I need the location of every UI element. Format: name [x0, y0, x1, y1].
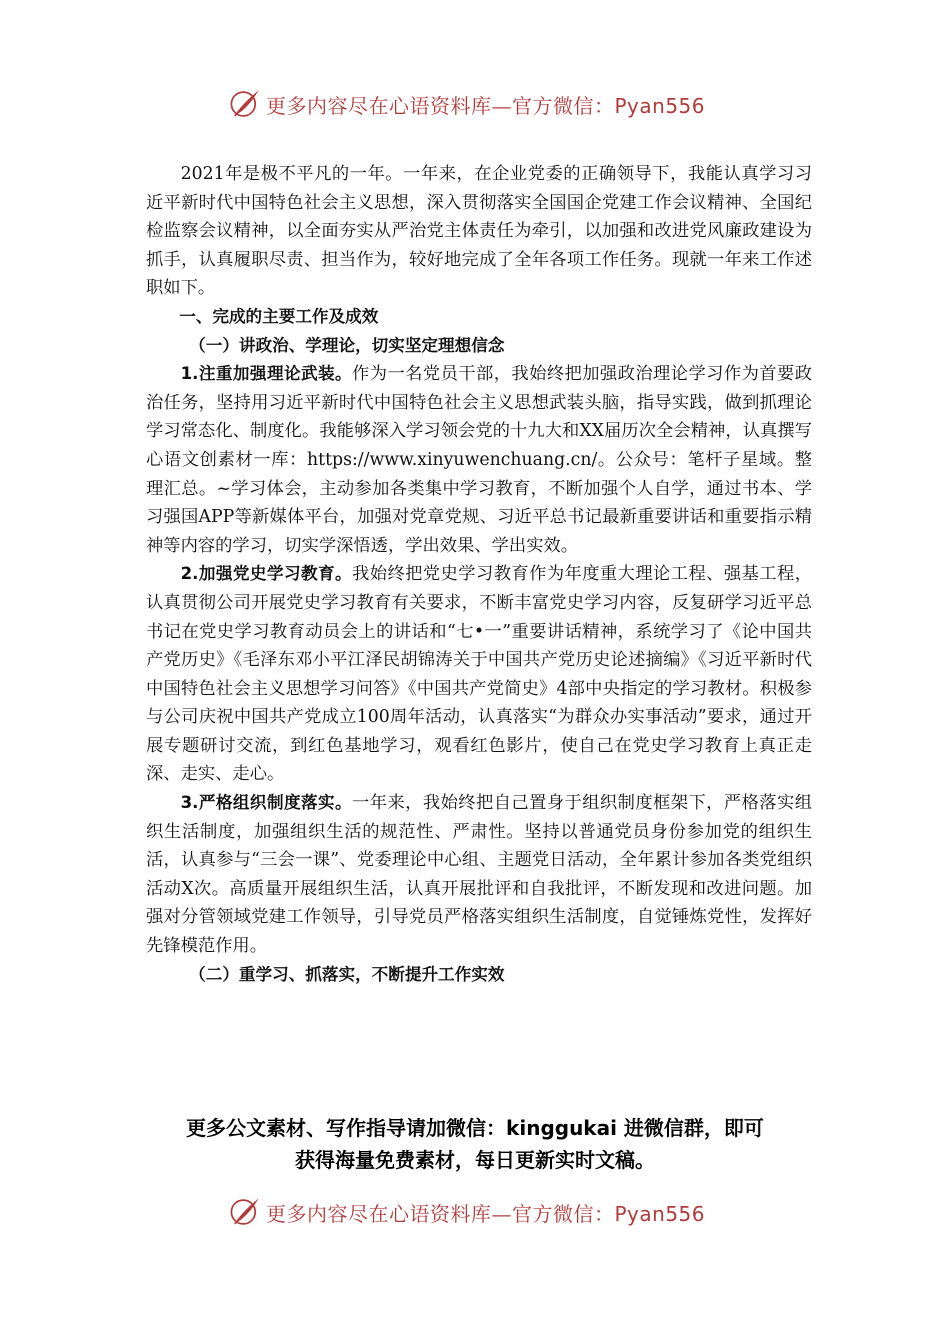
- promo-block: [140, 1112, 810, 1176]
- item-2-paragraph: [146, 560, 812, 789]
- item-3-lead: 3.严格组织制度落实。: [180, 793, 353, 813]
- intro-paragraph: 2021年是极不平凡的一年。一年来，在企业党委的正确领导下，我能认真学习习近平新时代中国特色社会主义思想，深入贯彻落实全国国企党建工作会议精神、全国纪检监察会议精神，以全面夯实从严治党主体责任为牵引，以加强和改进党风廉政建设为抓手，认真履职尽责、担当作为，较好地完成了全年各项工作任务。现就一年来工作述职如下。: [146, 164, 812, 299]
- section-heading-1: 一、完成的主要工作及成效: [179, 306, 379, 326]
- quill-pen-logo-icon: [228, 87, 262, 121]
- quill-pen-logo-icon: [228, 1195, 262, 1229]
- item-3-body: 一年来，我始终把自己置身于组织制度框架下，严格落实组织生活制度，加强组织生活的规范性、严肃性。坚持以普通党员身份参加党的组织生活，认真参与“三会一课”、党委理论中心组、主题党日活动，全年累计参加各类党组织活动X次。高质量开展组织生活，认真开展批评和自我批评，不断发现和改进问题。加强对分管领域党建工作领导，引导党员严格落实组织生活制度，自觉锤炼党性，发挥好先锋模范作用。: [146, 793, 812, 957]
- watermark-text: 更多内容尽在心语资料库—官方微信：: [266, 93, 615, 118]
- item-3-paragraph: [146, 789, 812, 961]
- item-1-body: 作为一名党员干部，我始终把加强政治理论学习作为首要政治任务，坚持用习近平新时代中国特色社会主义思想武装头脑，指导实践，做到抓理论学习常态化、制度化。我能够深入学习领会党的十九大和XX届历次全会精神，认真撰写心语文创素材一库：https://www.xinyuwenchuang.cn/。公众号：笔杆子星域。整理汇总。~学习体会，主动参加各类集中学习教育，不断加强个人自学，通过书本、学习强国APP等新媒体平台，加强对党章党规、习近平总书记最新重要讲话和重要指示精神等内容的学习，切实学深悟透，学出效果、学出实效。: [146, 364, 812, 556]
- promo-line-2: 获得海量免费素材，每日更新实时文稿。: [295, 1148, 655, 1172]
- subsection-heading-2: （二）重学习、抓落实，不断提升工作实效: [189, 964, 505, 984]
- subsection-heading-1: （一）讲政治、学理论，切实坚定理想信念: [189, 335, 505, 355]
- footer-watermark: [228, 1194, 705, 1230]
- watermark-wechat-id: Pyan556: [614, 93, 706, 118]
- item-2-body: 我始终把党史学习教育作为年度重大理论工程、强基工程，认真贯彻公司开展党史学习教育有关要求，不断丰富党史学习内容，反复研学习近平总书记在党史学习教育动员会上的讲话和“七•一”重要讲话精神，系统学习了《论中国共产党历史》《毛泽东邓小平江泽民胡锦涛关于中国共产党历史论述摘编》《习近平新时代中国特色社会主义思想学习问答》《中国共产党简史》4部中央指定的学习教材。积极参与公司庆祝中国共产党成立100周年活动，认真落实“为群众办实事活动”要求，通过开展专题研讨交流，到红色基地学习，观看红色影片，使自己在党史学习教育上真正走深、走实、走心。: [146, 564, 812, 785]
- item-1-paragraph: [146, 360, 812, 560]
- watermark-wechat-id: Pyan556: [614, 1201, 706, 1226]
- item-2-lead: 2.加强党史学习教育。: [180, 564, 353, 584]
- document-body: [146, 160, 812, 989]
- promo-line-1: 更多公文素材、写作指导请加微信：kinggukai 进微信群，即可: [186, 1116, 764, 1140]
- item-1-lead: 1.注重加强理论武装。: [180, 364, 353, 384]
- watermark-text: 更多内容尽在心语资料库—官方微信：: [266, 1201, 615, 1226]
- header-watermark: [228, 86, 705, 122]
